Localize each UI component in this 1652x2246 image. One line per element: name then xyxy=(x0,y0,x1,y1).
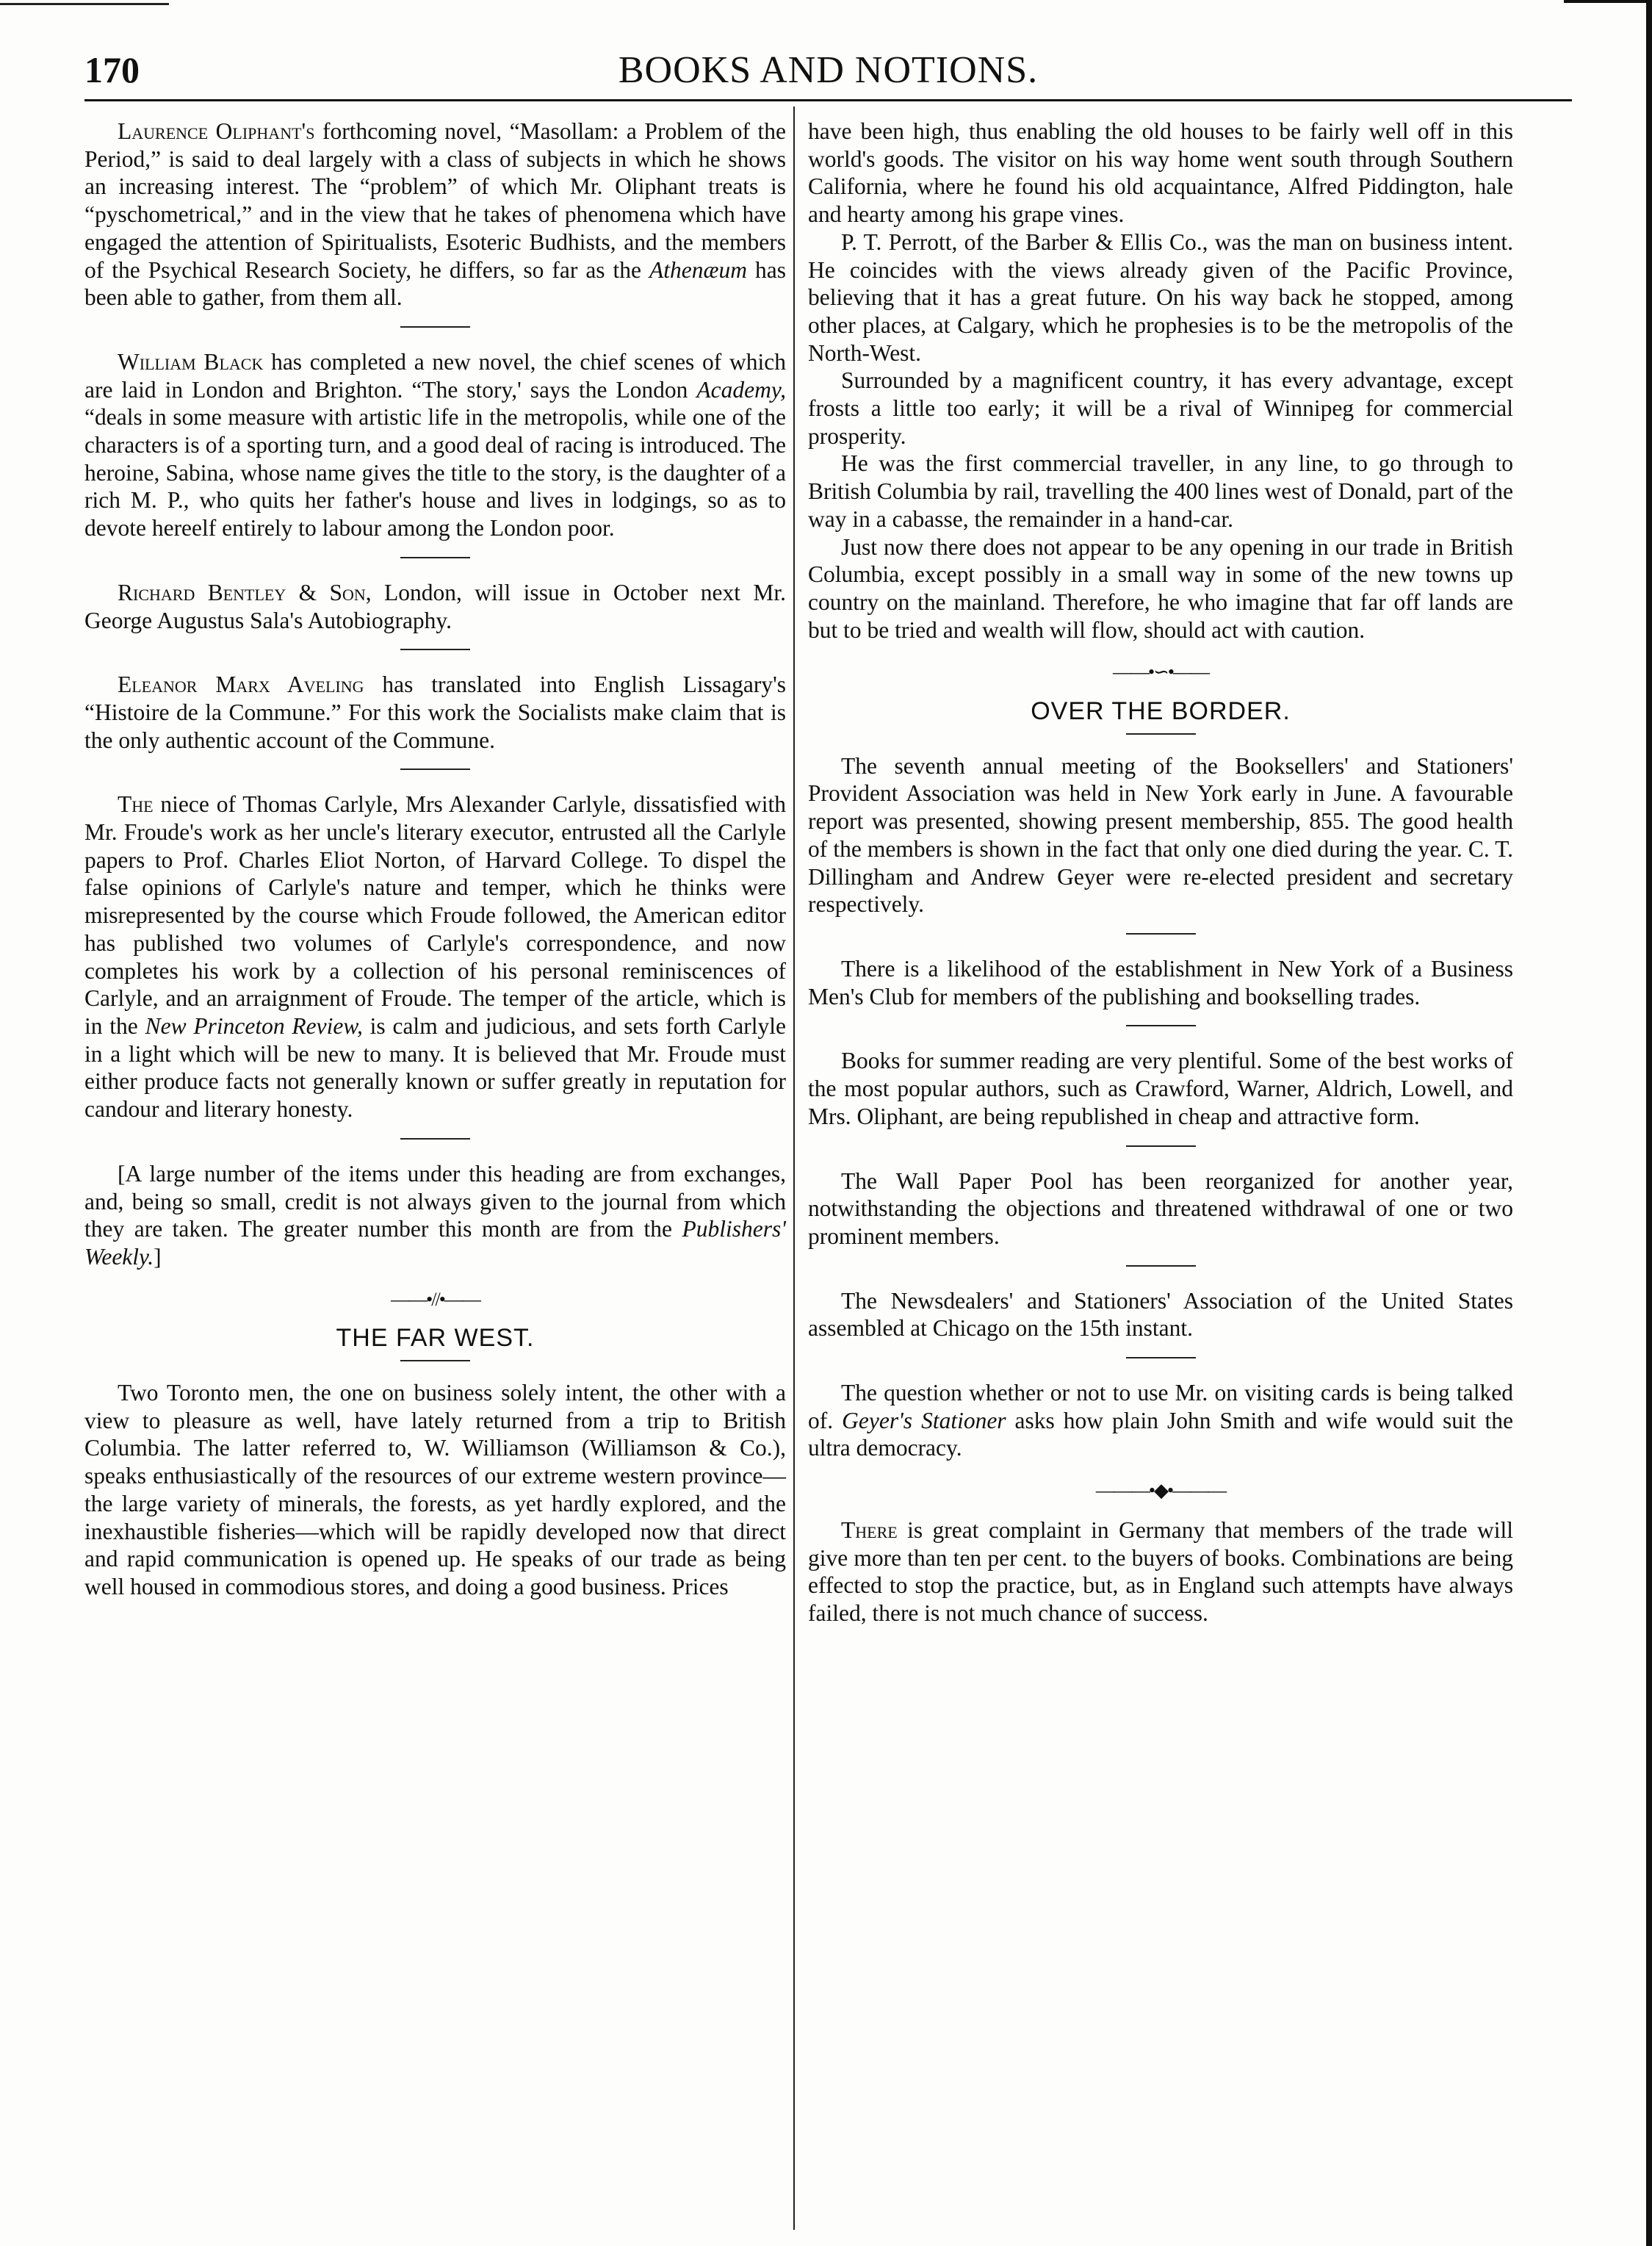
item-visiting-cards xyxy=(808,1379,1513,1462)
running-title: BOOKS AND NOTIONS. xyxy=(618,49,1039,91)
left-column xyxy=(84,118,786,1616)
item-text: The Newsdealers' and Stationers' Association of the United States assembled at Chicago on the 15th instant. xyxy=(808,1287,1513,1342)
item-lead: Laurence Oliphant's xyxy=(118,118,315,144)
section-heading-over-the-border: OVER THE BORDER. xyxy=(1031,697,1291,726)
item-lead: Richard Bentley & Son, xyxy=(118,579,372,605)
separator-rule xyxy=(1126,933,1196,935)
item-italic: Geyer's Stationer xyxy=(842,1407,1006,1433)
separator-rule xyxy=(400,649,470,650)
separator-rule xyxy=(400,326,470,328)
far-west-traveller xyxy=(808,450,1513,533)
heading-rule xyxy=(400,1360,470,1361)
item-carlyle xyxy=(84,791,786,1123)
far-west-paragraph xyxy=(84,1379,786,1601)
separator-rule xyxy=(400,1138,470,1140)
top-edge-rule xyxy=(0,3,169,5)
item-text: Two Toronto men, the one on business solely intent, the other with a view to pleasure as well, have lately returned from a trip to British Columbia. The latter referred to, W. Williamson (Williamson & Co.), speaks enthusiastically of the resources of our extreme western province—the large variety of minerals, the forests, as yet hardly explored, and the inexhaustible fisheries—which will be rapidly developed now that direct and rapid communication is opened up. He speaks of our trade as being well housed in commodious stores, and doing a good business. Prices xyxy=(84,1380,786,1599)
item-tail: is calm and judicious, and sets forth Carlyle in a light which will be new to many. It is believed that Mr. Froude must either produce facts not generally known or suffer greatly in reputation for candour and literary honesty. xyxy=(84,1012,786,1123)
item-text: Surrounded by a magnificent country, it has every advantage, except frosts a little too early; it will be a rival of Winnipeg for commercial prosperity. xyxy=(808,367,1513,449)
item-oliphant xyxy=(84,118,786,312)
item-italic: Publishers' Weekly. xyxy=(84,1216,786,1270)
item-newsdealers xyxy=(808,1287,1513,1342)
item-wall-paper xyxy=(808,1167,1513,1250)
item-text: is great complaint in Germany that members of the trade will give more than ten per cent. to the buyers of books. Combinations are being effected to stop the practice, but, as in England such attempts have always failed, there is not much chance of success. xyxy=(808,1516,1513,1626)
item-lead: Eleanor Marx Aveling xyxy=(118,672,364,698)
far-west-continued xyxy=(808,118,1513,228)
item-text: has translated into English Lissagary's “Histoire de la Commune.” For this work the Socialists make claim that is the only authentic account of the Commune. xyxy=(84,672,787,753)
item-bentley xyxy=(84,579,786,634)
item-text: niece of Thomas Carlyle, Mrs Alexander Carlyle, dissatisfied with Mr. Froude's work as her uncle's literary executor, entrusted all the Carlyle papers to Prof. Charles Eliot Norton, of Harvard College. To dispel the false opinions of Carlyle's nature and temper, which he thinks were misrepresented by the course which Froude followed, the American editor has published two volumes of Carlyle's correspondence, and now completes his work by a collection of his personal reminiscences of Carlyle, and an arraignment of Froude. The temper of the article, which is in the xyxy=(84,791,786,1039)
binding-edge-top xyxy=(1564,0,1652,3)
item-booksellers xyxy=(808,752,1513,918)
header-rule xyxy=(84,99,1572,101)
item-lead: William Black xyxy=(118,348,264,375)
separator-rule xyxy=(1126,1025,1196,1026)
item-summer-reading xyxy=(808,1047,1513,1130)
item-italic: Athenæum xyxy=(649,256,748,283)
section-heading-far-west: THE FAR WEST. xyxy=(336,1324,535,1353)
item-tail: has been able to gather, from them all. xyxy=(84,256,786,311)
far-west-surrounded xyxy=(808,367,1513,450)
item-text: The seventh annual meeting of the Booksellers' and Stationers' Provident Association was held in New York early in June. A favourable report was presented, showing present membership, 855. The good health of the members is shown in the fact that only one died during the year. C. T. Dillingham and Andrew Geyer were re-elected president and secretary respectively. xyxy=(808,752,1513,918)
page-number: 170 xyxy=(84,49,140,90)
section-ornament: ——•//•—— xyxy=(391,1288,480,1310)
item-lead: There xyxy=(841,1516,898,1543)
item-text: have been high, thus enabling the old houses to be fairly well off in this world's goods. The visitor on his way home went south through Southern California, where he found his old acquaintance, Alfred Piddington, hale and hearty among his grape vines. xyxy=(808,118,1513,228)
item-text: The question whether or not to use Mr. on visiting cards is being talked of. xyxy=(808,1380,1513,1433)
far-west-perrott xyxy=(808,228,1513,367)
item-black xyxy=(84,348,786,542)
separator-rule xyxy=(1126,1145,1196,1147)
item-text: [A large number of the items under this heading are from exchanges, and, being so small, credit is not always given to the journal from which they are taken. The greater number this month are from the xyxy=(84,1160,786,1242)
binding-edge xyxy=(1646,0,1652,2246)
item-tail: “deals in some measure with artistic life in the metropolis, while one of the characters is of a sporting turn, and a good deal of racing is introduced. The heroine, Sabina, whose name gives the title to the story, is the daughter of a rich M. P., who quits her father's house and lives in lodgings, so as to devote hereelf entirely to labour among the London poor. xyxy=(84,404,786,541)
item-germany xyxy=(808,1516,1513,1627)
right-column xyxy=(808,118,1513,1642)
item-club xyxy=(808,955,1513,1010)
item-italic: Academy, xyxy=(696,376,786,403)
heading-rule xyxy=(1126,733,1196,735)
item-text: forthcoming novel, “Masollam: a Problem of the Period,” is said to deal largely with a class of subjects in which he shows an increasing interest. The “problem” of which Mr. Oliphant treats is “pyschometrical,” and in the view that he takes of phenomena which have engaged the attention of Spiritualists, Esoteric Budhists, and the members of the Psychical Research Society, he differs, so far as the xyxy=(84,118,786,283)
item-tail: ] xyxy=(154,1243,162,1270)
separator-rule xyxy=(400,557,470,558)
separator-rule xyxy=(1126,1265,1196,1267)
item-tail: asks how plain John Smith and wife would suit the ultra democracy. xyxy=(808,1407,1513,1461)
separator-rule xyxy=(400,769,470,770)
column-divider xyxy=(793,107,795,2230)
item-text: has completed a new novel, the chief scenes of which are laid in London and Brighton. “The story,' says the London xyxy=(84,348,786,403)
item-text: Just now there does not appear to be any opening in our trade in British Columbia, except possibly in a small way in some of the new towns up country on the mainland. Therefore, he who imagine that far off lands are but to be tried and wealth will flow, should act with caution. xyxy=(808,533,1513,643)
section-ornament: ———•◆•——— xyxy=(1095,1480,1226,1502)
editor-note xyxy=(84,1160,786,1271)
item-italic: New Princeton Review, xyxy=(145,1012,363,1039)
far-west-opening xyxy=(808,533,1513,644)
item-lead: The xyxy=(118,791,154,818)
item-text: London, will issue in October next Mr. George Augustus Sala's Autobiography. xyxy=(84,579,786,633)
page-header xyxy=(84,41,1572,100)
item-text: The Wall Paper Pool has been reorganized for another year, notwithstanding the objections and threatened withdrawal of one or two prominent members. xyxy=(808,1167,1513,1249)
item-text: He was the first commercial traveller, in any line, to go through to British Columbia by rail, travelling the 400 lines west of Donald, part of the way in a cabasse, the remainder in a hand-car. xyxy=(808,450,1513,532)
item-aveling xyxy=(84,671,786,754)
separator-rule xyxy=(1126,1357,1196,1358)
section-ornament: ——•∽•—— xyxy=(1113,661,1208,683)
item-text: P. T. Perrott, of the Barber & Ellis Co., was the man on business intent. He coincides with the views already given of the Pacific Province, believing that it has a great future. On his way back he stopped, among other places, at Calgary, which he prophesies is to be the metropolis of the North-West. xyxy=(808,228,1513,366)
item-text: Books for summer reading are very plentiful. Some of the best works of the most popular authors, such as Crawford, Warner, Aldrich, Lowell, and Mrs. Oliphant, are being republished in cheap and attractive form. xyxy=(808,1048,1513,1129)
item-text: There is a likelihood of the establishment in New York of a Business Men's Club for members of the publishing and bookselling trades. xyxy=(808,955,1513,1009)
